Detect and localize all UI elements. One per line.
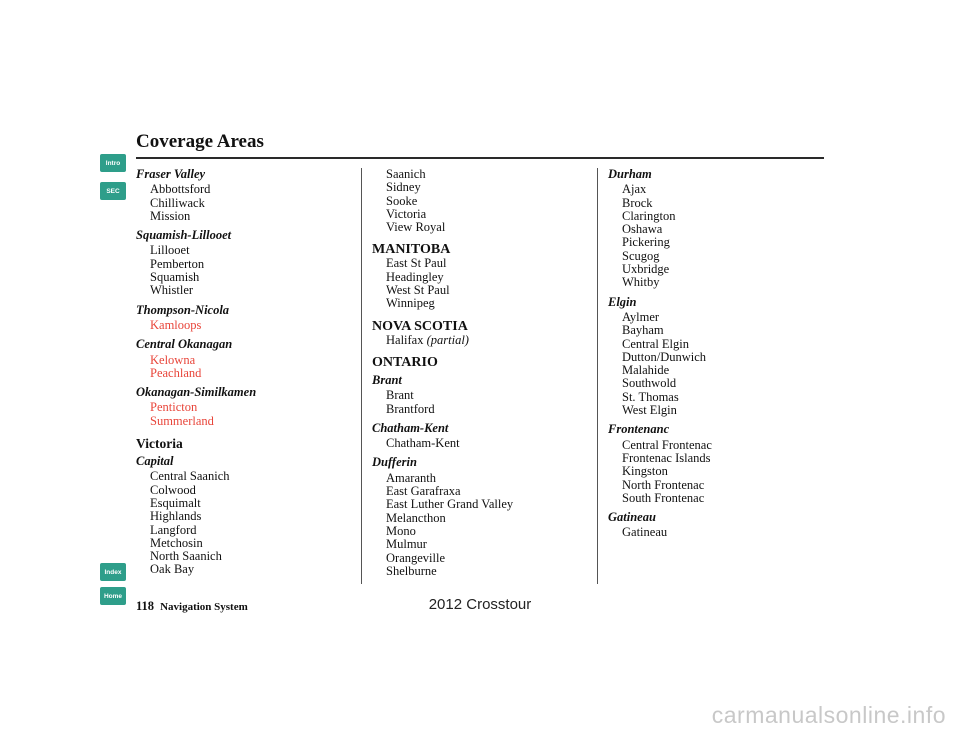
- list-item: St. Thomas: [622, 389, 679, 404]
- list-item: West Elgin: [622, 403, 677, 418]
- elgin-list: [622, 311, 823, 417]
- list-item: Lillooet: [150, 243, 190, 258]
- list-item: Southwold: [622, 376, 677, 391]
- list-item: Sooke: [386, 193, 418, 208]
- peachland-link[interactable]: Peachland: [150, 365, 202, 380]
- column-divider-1: [361, 168, 362, 584]
- list-item: Dutton/Dunwich: [622, 349, 707, 364]
- list-item: Saanich: [386, 167, 426, 181]
- penticton-link[interactable]: Penticton: [150, 400, 198, 415]
- index-tab[interactable]: [100, 563, 126, 581]
- list-item: Aylmer: [622, 309, 660, 324]
- page-number: 118: [136, 599, 155, 613]
- list-item: Amaranth: [386, 470, 436, 485]
- okanagan-similkamen-list: [150, 401, 356, 428]
- squamish-lillooet-list: [150, 244, 356, 297]
- list-item: Abbottsford: [150, 182, 211, 197]
- list-item: Pickering: [622, 235, 670, 250]
- kamloops-link[interactable]: Kamloops: [150, 317, 202, 332]
- brant-list: [386, 389, 592, 416]
- list-item: South Frontenac: [622, 490, 705, 505]
- column-2: [372, 168, 592, 578]
- region-dufferin: Dufferin: [372, 455, 417, 470]
- page-title: Coverage Areas: [136, 131, 264, 152]
- list-item: Chilliwack: [150, 195, 205, 210]
- list-item: Mono: [386, 523, 416, 538]
- region-gatineau: Gatineau: [608, 510, 656, 525]
- list-item: Scugog: [622, 248, 660, 263]
- list-item: Sidney: [386, 180, 421, 195]
- sec-tab-label: SEC: [106, 187, 120, 195]
- list-item: Brock: [622, 195, 653, 210]
- list-item: [386, 334, 592, 347]
- list-item: Chatham-Kent: [386, 436, 460, 451]
- intro-tab[interactable]: [100, 154, 126, 172]
- region-capital: Capital: [136, 454, 174, 469]
- manitoba-list: [386, 257, 592, 310]
- list-item: North Saanich: [150, 549, 222, 564]
- kelowna-link[interactable]: Kelowna: [150, 352, 196, 367]
- list-item: Brant: [386, 388, 414, 403]
- summerland-link[interactable]: Summerland: [150, 413, 214, 428]
- list-item: Esquimalt: [150, 495, 201, 510]
- region-elgin: Elgin: [608, 294, 637, 309]
- halifax-label: Halifax: [386, 332, 424, 347]
- chatham-kent-list: [386, 437, 592, 450]
- list-item: Colwood: [150, 482, 196, 497]
- list-item: East Luther Grand Valley: [386, 497, 514, 512]
- list-item: Orangeville: [386, 550, 446, 565]
- capital-continued-list: [386, 168, 592, 234]
- watermark: carmanualsonline.info: [711, 702, 946, 728]
- region-squamish-lillooet: Squamish-Lillooet: [136, 228, 232, 243]
- thompson-nicola-list: [150, 319, 356, 332]
- sec-tab[interactable]: [100, 182, 126, 200]
- list-item: View Royal: [386, 220, 446, 235]
- heading-nova-scotia: NOVA SCOTIA: [372, 318, 468, 334]
- dufferin-list: [386, 472, 592, 578]
- list-item: Ajax: [622, 182, 647, 197]
- region-frontenanc: Frontenanc: [608, 422, 670, 437]
- list-item: Squamish: [150, 270, 200, 285]
- heading-manitoba: MANITOBA: [372, 242, 451, 258]
- list-item: Langford: [150, 522, 197, 537]
- frontenanc-list: [622, 439, 823, 505]
- list-item: Whitby: [622, 275, 660, 290]
- region-durham: Durham: [608, 167, 652, 181]
- list-item: Headingley: [386, 269, 444, 284]
- region-fraser-valley: Fraser Valley: [136, 167, 206, 181]
- heading-ontario: ONTARIO: [372, 354, 438, 370]
- list-item: Central Saanich: [150, 469, 230, 484]
- gatineau-list: [622, 526, 823, 539]
- fraser-valley-list: [150, 183, 356, 223]
- central-okanagan-list: [150, 354, 356, 381]
- region-brant: Brant: [372, 372, 402, 387]
- index-tab-label: Index: [104, 568, 122, 576]
- list-item: Highlands: [150, 509, 202, 524]
- list-item: West St Paul: [386, 283, 450, 298]
- list-item: Gatineau: [622, 525, 668, 540]
- list-item: Winnipeg: [386, 296, 435, 311]
- list-item: Mulmur: [386, 537, 427, 552]
- list-item: Victoria: [386, 206, 427, 221]
- list-item: Clarington: [622, 208, 676, 223]
- list-item: Oak Bay: [150, 562, 195, 577]
- durham-list: [622, 183, 823, 289]
- title-rule: [136, 157, 824, 159]
- document-caption: 2012 Crosstour: [428, 596, 532, 613]
- list-item: Pemberton: [150, 256, 205, 271]
- column-3: [608, 168, 823, 540]
- heading-victoria: Victoria: [136, 436, 183, 452]
- region-thompson-nicola: Thompson-Nicola: [136, 302, 230, 317]
- list-item: Bayham: [622, 323, 664, 338]
- section-name: Navigation System: [160, 601, 248, 613]
- intro-tab-label: Intro: [105, 159, 121, 167]
- list-item: Oshawa: [622, 222, 663, 237]
- capital-list: [150, 470, 356, 576]
- list-item: Kingston: [622, 464, 668, 479]
- list-item: Metchosin: [150, 535, 203, 550]
- list-item: Mission: [150, 208, 191, 223]
- list-item: Shelburne: [386, 563, 437, 578]
- nova-scotia-list: [386, 334, 592, 347]
- column-1: [136, 168, 356, 577]
- region-central-okanagan: Central Okanagan: [136, 337, 233, 352]
- list-item: Whistler: [150, 283, 194, 298]
- list-item: North Frontenac: [622, 477, 705, 492]
- region-okanagan-similkamen: Okanagan-Similkamen: [136, 385, 257, 400]
- home-tab-label: Home: [103, 592, 123, 600]
- list-item: East Garafraxa: [386, 484, 461, 499]
- region-chatham-kent: Chatham-Kent: [372, 420, 449, 435]
- list-item: Uxbridge: [622, 262, 670, 277]
- list-item: Melancthon: [386, 510, 446, 525]
- partial-note: (partial): [426, 332, 469, 347]
- list-item: Frontenac Islands: [622, 450, 711, 465]
- list-item: East St Paul: [386, 256, 447, 271]
- column-divider-2: [597, 168, 598, 584]
- list-item: Central Frontenac: [622, 437, 712, 452]
- list-item: Malahide: [622, 363, 670, 378]
- list-item: Brantford: [386, 401, 435, 416]
- list-item: Central Elgin: [622, 336, 689, 351]
